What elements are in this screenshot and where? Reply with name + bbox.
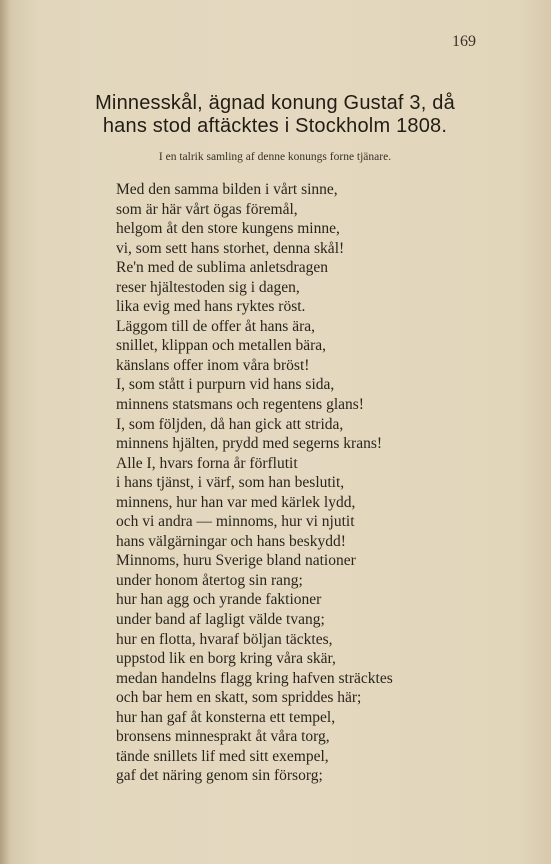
poem-title	[30, 92, 520, 138]
poem-line: Minnoms, huru Sverige bland nationer	[116, 552, 356, 570]
poem-line: och bar hem en skatt, som spriddes här;	[116, 689, 362, 707]
poem-line: hans välgärningar och hans beskydd!	[116, 532, 346, 550]
poem-line: hur han agg och yrande faktioner	[116, 591, 322, 609]
poem-subtitle: I en talrik samling af denne konungs forne tjänare.	[158, 151, 392, 163]
poem-line: I, som följden, då han gick att strida,	[116, 415, 344, 433]
poem-line: hur han gaf åt konsterna ett tempel,	[116, 708, 336, 726]
poem-line: Alle I, hvars forna år förflutit	[116, 454, 298, 472]
poem-line: under band af lagligt välde tvang;	[116, 611, 325, 629]
poem-line: under honom återtog sin rang;	[116, 571, 303, 589]
poem-title-line: hans stod aftäcktes i Stockholm 1808.	[102, 115, 448, 137]
poem-line: lika evig med hans ryktes röst.	[116, 298, 306, 316]
poem-line: hur en flotta, hvaraf böljan täcktes,	[116, 630, 333, 648]
poem-line: Läggom till de offer åt hans ära,	[116, 317, 315, 335]
poem-line: minnens statsmans och regentens glans!	[116, 396, 364, 414]
poem-line: i hans tjänst, i värf, som han beslutit,	[116, 474, 345, 492]
page-number: 169	[452, 33, 476, 50]
poem-line: gaf det näring genom sin försorg;	[116, 767, 323, 785]
poem-line: vi, som sett hans storhet, denna skål!	[116, 239, 345, 257]
poem-line: I, som stått i purpurn vid hans sida,	[116, 376, 335, 394]
poem-line: helgom åt den store kungens minne,	[116, 220, 340, 238]
poem-line: reser hjältestoden sig i dagen,	[116, 278, 300, 296]
poem-line: Re'n med de sublima anletsdragen	[116, 259, 328, 277]
page-edge-shadow	[0, 0, 10, 864]
poem-line: Med den samma bilden i vårt sinne,	[116, 181, 338, 198]
poem-line: känslans offer inom våra bröst!	[116, 356, 310, 374]
poem-line: tände snillets lif med sitt exempel,	[116, 747, 329, 765]
poem-body	[116, 180, 456, 786]
poem-line: bronsens minnesprakt åt våra torg,	[116, 728, 330, 746]
poem-line: medan handelns flagg kring hafven sträcktes	[116, 669, 393, 687]
poem-line: och vi andra — minnoms, hur vi njutit	[116, 513, 355, 531]
poem-line: minnens hjälten, prydd med segerns krans!	[116, 435, 383, 453]
poem-line: som är här vårt ögas föremål,	[116, 200, 298, 218]
poem-line: uppstod lik en borg kring våra skär,	[116, 650, 336, 668]
poem-line: minnens, hur han var med kärlek lydd,	[116, 493, 356, 511]
poem-line: snillet, klippan och metallen bära,	[116, 337, 327, 355]
poem-title-line: Minnesskål, ägnad konung Gustaf 3, då	[95, 92, 455, 114]
